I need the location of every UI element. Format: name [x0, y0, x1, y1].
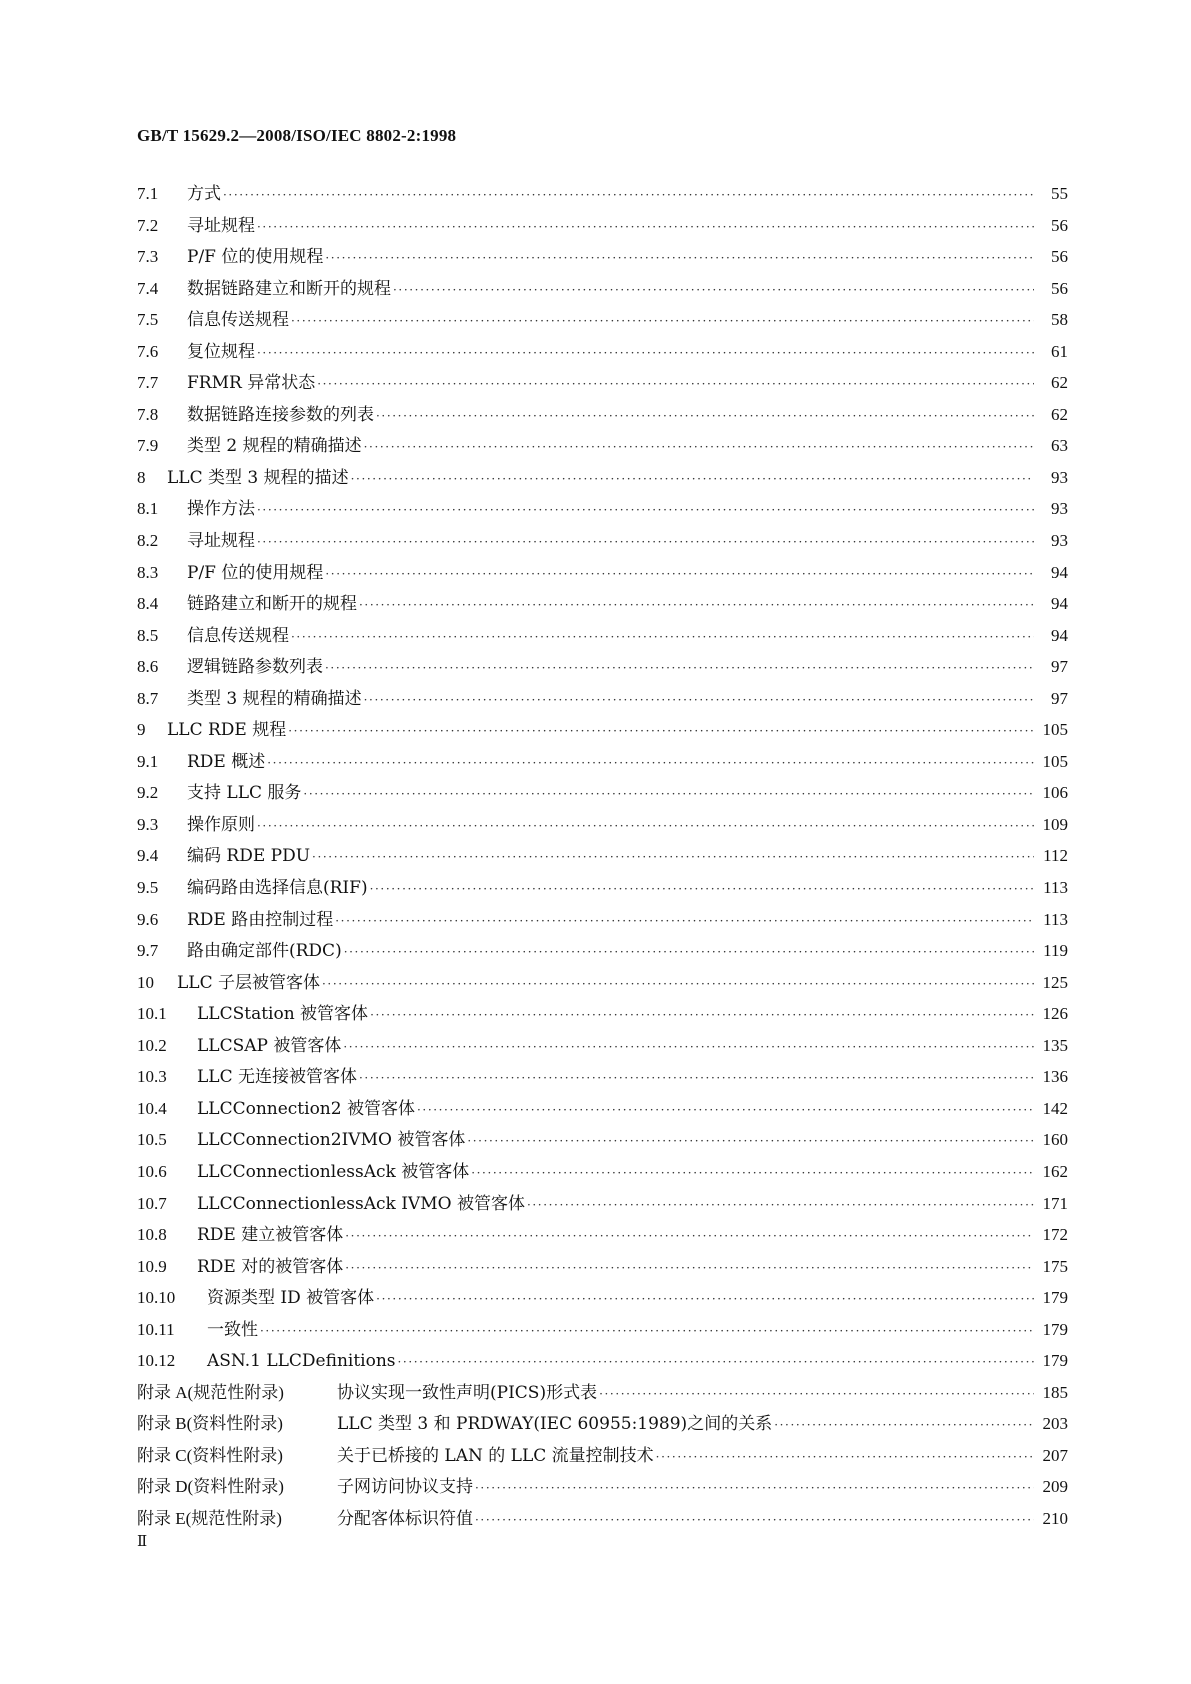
toc-entry-number: 10.12: [137, 1351, 176, 1371]
toc-dot-leader: [376, 401, 1034, 433]
toc-entry-title: 操作原则: [187, 814, 255, 835]
toc-entry-title: 数据链路连接参数的列表: [187, 404, 374, 425]
toc-entry-number: 10.6: [137, 1161, 167, 1181]
toc-dot-leader: [370, 874, 1034, 906]
toc-entry-page: 93: [1051, 467, 1068, 487]
toc-entry[interactable]: [137, 1471, 1068, 1503]
toc-entry-number: 10.10: [137, 1288, 176, 1308]
toc-entry[interactable]: [137, 1408, 1068, 1440]
toc-entry-title: LLCConnection2IVMO 被管客体: [197, 1130, 466, 1151]
toc-dot-leader: [257, 527, 1034, 559]
toc-entry-number: 10.5: [137, 1130, 167, 1150]
toc-dot-leader: [322, 969, 1034, 1001]
toc-entry-number: 8.4: [137, 594, 159, 614]
toc-entry-title: 寻址规程: [187, 215, 255, 236]
toc-entry[interactable]: [137, 1124, 1068, 1156]
document-header: GB/T 15629.2—2008/ISO/IEC 8802-2:1998: [137, 126, 457, 145]
toc-entry-title: 操作方法: [187, 499, 255, 520]
toc-dot-leader: [417, 1095, 1034, 1127]
toc-entry-title: 方式: [187, 184, 221, 204]
toc-entry-title: 支持 LLC 服务: [187, 783, 302, 804]
toc-entry-page: 179: [1042, 1288, 1068, 1308]
toc-entry-title: 编码 RDE PDU: [187, 846, 311, 867]
toc-entry-page: 63: [1051, 436, 1068, 456]
toc-dot-leader: [325, 559, 1034, 591]
toc-entry-title: 类型 2 规程的精确描述: [187, 436, 362, 457]
toc-entry[interactable]: [137, 1030, 1068, 1062]
toc-entry-number: 7.4: [137, 278, 159, 298]
toc-entry-page: 175: [1042, 1256, 1068, 1276]
toc-entry-number: 10.1: [137, 1004, 167, 1024]
toc-entry-title: 路由确定部件(RDC): [187, 941, 342, 962]
toc-entry-title: RDE 路由控制过程: [187, 909, 334, 930]
toc-entry-number: 10.7: [137, 1193, 167, 1213]
toc-dot-leader: [257, 495, 1034, 527]
toc-entry[interactable]: [137, 1251, 1068, 1283]
toc-dot-leader: [288, 716, 1034, 748]
toc-entry-number: 9.4: [137, 846, 159, 866]
toc-entry-title: LLCSAP 被管客体: [197, 1035, 342, 1056]
toc-entry-number: 7.8: [137, 404, 159, 424]
toc-entry-title: LLCConnectionlessAck 被管客体: [197, 1161, 470, 1182]
toc-entry-number: 10.4: [137, 1098, 167, 1118]
toc-entry-title: FRMR 异常状态: [187, 373, 316, 394]
toc-dot-leader: [312, 842, 1034, 874]
toc-dot-leader: [257, 811, 1034, 843]
toc-dot-leader: [364, 685, 1034, 717]
toc-entry[interactable]: [137, 872, 1068, 904]
toc-entry-number: 7.1: [137, 184, 159, 203]
toc-entry-page: 142: [1042, 1098, 1068, 1118]
toc-dot-leader: [325, 243, 1034, 275]
toc-dot-leader: [774, 1410, 1034, 1442]
toc-entry-number: 10.9: [137, 1256, 167, 1276]
toc-entry[interactable]: [137, 1282, 1068, 1314]
toc-entry-page: 106: [1042, 783, 1068, 803]
toc-dot-leader: [359, 1063, 1034, 1095]
toc-entry[interactable]: [137, 998, 1068, 1030]
toc-entry[interactable]: [137, 1377, 1068, 1409]
toc-entry-page: 203: [1042, 1414, 1068, 1434]
toc-entry[interactable]: [137, 588, 1068, 620]
toc-entry-title: ASN.1 LLCDefinitions: [207, 1351, 396, 1372]
toc-entry[interactable]: [137, 1314, 1068, 1346]
toc-entry[interactable]: [137, 809, 1068, 841]
toc-entry-number: 8.2: [137, 531, 159, 551]
toc-entry[interactable]: [137, 714, 1068, 746]
toc-entry[interactable]: [137, 462, 1068, 494]
toc-entry-page: 97: [1051, 688, 1068, 708]
toc-entry[interactable]: [137, 1345, 1068, 1377]
toc-entry-title: LLCConnectionlessAck IVMO 被管客体: [197, 1193, 525, 1214]
toc-dot-leader: [291, 622, 1034, 654]
toc-entry-page: 94: [1051, 594, 1068, 614]
toc-dot-leader: [335, 906, 1034, 938]
toc-entry-number: 7.9: [137, 436, 159, 456]
toc-entry-page: 119: [1043, 941, 1068, 961]
toc-entry-title: RDE 建立被管客体: [197, 1225, 344, 1246]
toc-entry-number: 8.3: [137, 562, 159, 582]
toc-entry-number: 7.6: [137, 341, 159, 361]
toc-entry-page: 109: [1042, 814, 1068, 834]
toc-entry[interactable]: [137, 1156, 1068, 1188]
toc-entry-page: 136: [1042, 1067, 1068, 1087]
toc-entry-title: 类型 3 规程的精确描述: [187, 688, 362, 709]
toc-entry-title: 编码路由选择信息(RIF): [187, 878, 368, 899]
toc-dot-leader: [351, 464, 1034, 496]
toc-entry[interactable]: [137, 557, 1068, 589]
toc-entry-number: 10: [137, 972, 154, 992]
toc-entry-number: 10.3: [137, 1067, 167, 1087]
toc-entry-number: 附录 A(规范性附录): [137, 1382, 284, 1402]
toc-entry-number: 7.3: [137, 247, 159, 267]
toc-entry-page: 162: [1042, 1161, 1068, 1181]
toc-entry-number: 附录 D(资料性附录): [137, 1477, 284, 1497]
toc-entry-page: 207: [1042, 1445, 1068, 1465]
toc-entry-page: 56: [1051, 247, 1068, 267]
toc-entry-title: LLCConnection2 被管客体: [197, 1098, 415, 1119]
toc-dot-leader: [325, 653, 1034, 685]
toc-dot-leader: [656, 1442, 1034, 1474]
toc-entry[interactable]: [137, 683, 1068, 715]
toc-dot-leader: [393, 275, 1034, 307]
toc-entry[interactable]: [137, 273, 1068, 305]
toc-entry-page: 126: [1042, 1004, 1068, 1024]
toc-entry[interactable]: [137, 430, 1068, 462]
toc-entry-title: 协议实现一致性声明(PICS)形式表: [337, 1382, 598, 1403]
toc-entry-title: RDE 对的被管客体: [197, 1256, 344, 1277]
toc-dot-leader: [364, 432, 1034, 464]
toc-entry[interactable]: [137, 935, 1068, 967]
toc-entry-title: 信息传送规程: [187, 310, 289, 331]
toc-entry[interactable]: [137, 620, 1068, 652]
table-of-contents: [137, 178, 1068, 1535]
toc-entry-number: 10.2: [137, 1035, 167, 1055]
toc-entry[interactable]: [137, 904, 1068, 936]
toc-entry-page: 62: [1051, 373, 1068, 393]
toc-entry-page: 93: [1051, 531, 1068, 551]
toc-entry[interactable]: [137, 367, 1068, 399]
toc-dot-leader: [527, 1190, 1034, 1222]
toc-entry[interactable]: [137, 178, 1068, 210]
toc-entry-number: 7.5: [137, 310, 159, 330]
toc-entry-page: 55: [1051, 184, 1068, 203]
toc-entry-page: 185: [1042, 1382, 1068, 1402]
toc-entry-page: 171: [1042, 1193, 1068, 1213]
toc-dot-leader: [345, 1221, 1034, 1253]
toc-entry-title: P/F 位的使用规程: [187, 247, 324, 268]
toc-entry-page: 160: [1042, 1130, 1068, 1150]
toc-dot-leader: [376, 1284, 1034, 1316]
toc-entry-title: LLC 类型 3 规程的描述: [167, 467, 349, 488]
toc-entry-page: 56: [1051, 215, 1068, 235]
toc-entry[interactable]: [137, 336, 1068, 368]
toc-entry-number: 8.7: [137, 688, 159, 708]
toc-entry-number: 9: [137, 720, 146, 740]
toc-entry-number: 8: [137, 467, 146, 487]
toc-entry[interactable]: [137, 241, 1068, 273]
toc-entry[interactable]: [137, 1440, 1068, 1472]
toc-entry[interactable]: [137, 840, 1068, 872]
toc-entry-title: 分配客体标识符值: [337, 1508, 473, 1529]
toc-dot-leader: [343, 1032, 1034, 1064]
toc-entry-title: 子网访问协议支持: [337, 1477, 473, 1498]
toc-dot-leader: [475, 1505, 1034, 1537]
toc-entry-number: 8.6: [137, 657, 159, 677]
toc-entry-page: 94: [1051, 562, 1068, 582]
toc-entry-title: P/F 位的使用规程: [187, 562, 324, 583]
toc-entry-title: RDE 概述: [187, 751, 266, 772]
toc-entry[interactable]: [137, 304, 1068, 336]
toc-dot-leader: [267, 748, 1034, 780]
toc-dot-leader: [345, 1253, 1034, 1285]
toc-entry-number: 8.5: [137, 625, 159, 645]
toc-entry-number: 9.3: [137, 814, 159, 834]
toc-entry-number: 9.6: [137, 909, 159, 929]
toc-entry-page: 62: [1051, 404, 1068, 424]
toc-entry-page: 94: [1051, 625, 1068, 645]
toc-entry-title: 链路建立和断开的规程: [187, 594, 357, 615]
toc-entry-number: 9.1: [137, 751, 159, 771]
toc-dot-leader: [291, 306, 1034, 338]
toc-entry-title: LLC 子层被管客体: [177, 972, 320, 993]
toc-entry-page: 113: [1043, 878, 1068, 898]
toc-entry[interactable]: [137, 1503, 1068, 1535]
toc-entry[interactable]: [137, 525, 1068, 557]
toc-entry-title: 复位规程: [187, 341, 255, 362]
toc-entry-page: 125: [1042, 972, 1068, 992]
toc-entry[interactable]: [137, 1188, 1068, 1220]
toc-entry[interactable]: [137, 777, 1068, 809]
toc-entry-page: 105: [1042, 720, 1068, 740]
toc-entry-number: 10.11: [137, 1319, 175, 1339]
toc-entry[interactable]: [137, 1061, 1068, 1093]
toc-entry-page: 210: [1042, 1508, 1068, 1528]
toc-dot-leader: [398, 1347, 1034, 1379]
toc-dot-leader: [344, 937, 1034, 969]
toc-entry-number: 10.8: [137, 1225, 167, 1245]
toc-entry-page: 172: [1042, 1225, 1068, 1245]
toc-entry-number: 9.2: [137, 783, 159, 803]
toc-entry-number: 9.5: [137, 878, 159, 898]
toc-entry-title: 关于已桥接的 LAN 的 LLC 流量控制技术: [337, 1445, 654, 1466]
toc-entry-title: 信息传送规程: [187, 625, 289, 646]
toc-dot-leader: [599, 1379, 1034, 1411]
toc-entry[interactable]: [137, 210, 1068, 242]
toc-entry-number: 附录 E(规范性附录): [137, 1508, 282, 1528]
toc-entry-page: 179: [1042, 1351, 1068, 1371]
toc-dot-leader: [467, 1126, 1034, 1158]
toc-entry-number: 附录 C(资料性附录): [137, 1445, 283, 1465]
toc-entry-page: 209: [1042, 1477, 1068, 1497]
toc-entry-page: 179: [1042, 1319, 1068, 1339]
toc-entry-title: 逻辑链路参数列表: [187, 657, 323, 678]
toc-entry-page: 61: [1051, 341, 1068, 361]
toc-entry-number: 8.1: [137, 499, 159, 519]
toc-entry-number: 9.7: [137, 941, 159, 961]
toc-entry-number: 附录 B(资料性附录): [137, 1414, 283, 1434]
toc-dot-leader: [317, 369, 1034, 401]
toc-dot-leader: [475, 1473, 1034, 1505]
toc-entry-title: LLC RDE 规程: [167, 720, 287, 741]
toc-entry-page: 105: [1042, 751, 1068, 771]
toc-dot-leader: [223, 180, 1034, 212]
toc-entry-title: LLC 类型 3 和 PRDWAY(IEC 60955:1989)之间的关系: [337, 1414, 773, 1435]
toc-entry[interactable]: [137, 967, 1068, 999]
toc-entry-number: 7.7: [137, 373, 159, 393]
toc-entry-page: 93: [1051, 499, 1068, 519]
toc-entry-title: 数据链路建立和断开的规程: [187, 278, 391, 299]
toc-entry-number: 7.2: [137, 215, 159, 235]
toc-entry[interactable]: [137, 746, 1068, 778]
toc-entry-page: 58: [1051, 310, 1068, 330]
toc-dot-leader: [257, 338, 1034, 370]
toc-entry-page: 113: [1043, 909, 1068, 929]
toc-entry[interactable]: [137, 1093, 1068, 1125]
toc-dot-leader: [260, 1316, 1034, 1348]
toc-dot-leader: [359, 590, 1034, 622]
page-number: Ⅱ: [137, 1534, 148, 1550]
toc-entry-title: 一致性: [207, 1319, 258, 1340]
toc-dot-leader: [471, 1158, 1034, 1190]
toc-entry[interactable]: [137, 399, 1068, 431]
toc-entry[interactable]: [137, 1219, 1068, 1251]
toc-dot-leader: [370, 1000, 1034, 1032]
toc-entry-title: 资源类型 ID 被管客体: [207, 1288, 375, 1309]
toc-entry[interactable]: [137, 651, 1068, 683]
toc-entry-title: 寻址规程: [187, 531, 255, 552]
toc-entry[interactable]: [137, 493, 1068, 525]
toc-entry-page: 135: [1042, 1035, 1068, 1055]
toc-entry-page: 56: [1051, 278, 1068, 298]
toc-entry-title: LLC 无连接被管客体: [197, 1067, 357, 1088]
toc-entry-title: LLCStation 被管客体: [197, 1004, 369, 1025]
toc-dot-leader: [303, 779, 1034, 811]
toc-entry-page: 112: [1043, 846, 1068, 866]
toc-entry-page: 97: [1051, 657, 1068, 677]
toc-dot-leader: [257, 212, 1034, 244]
